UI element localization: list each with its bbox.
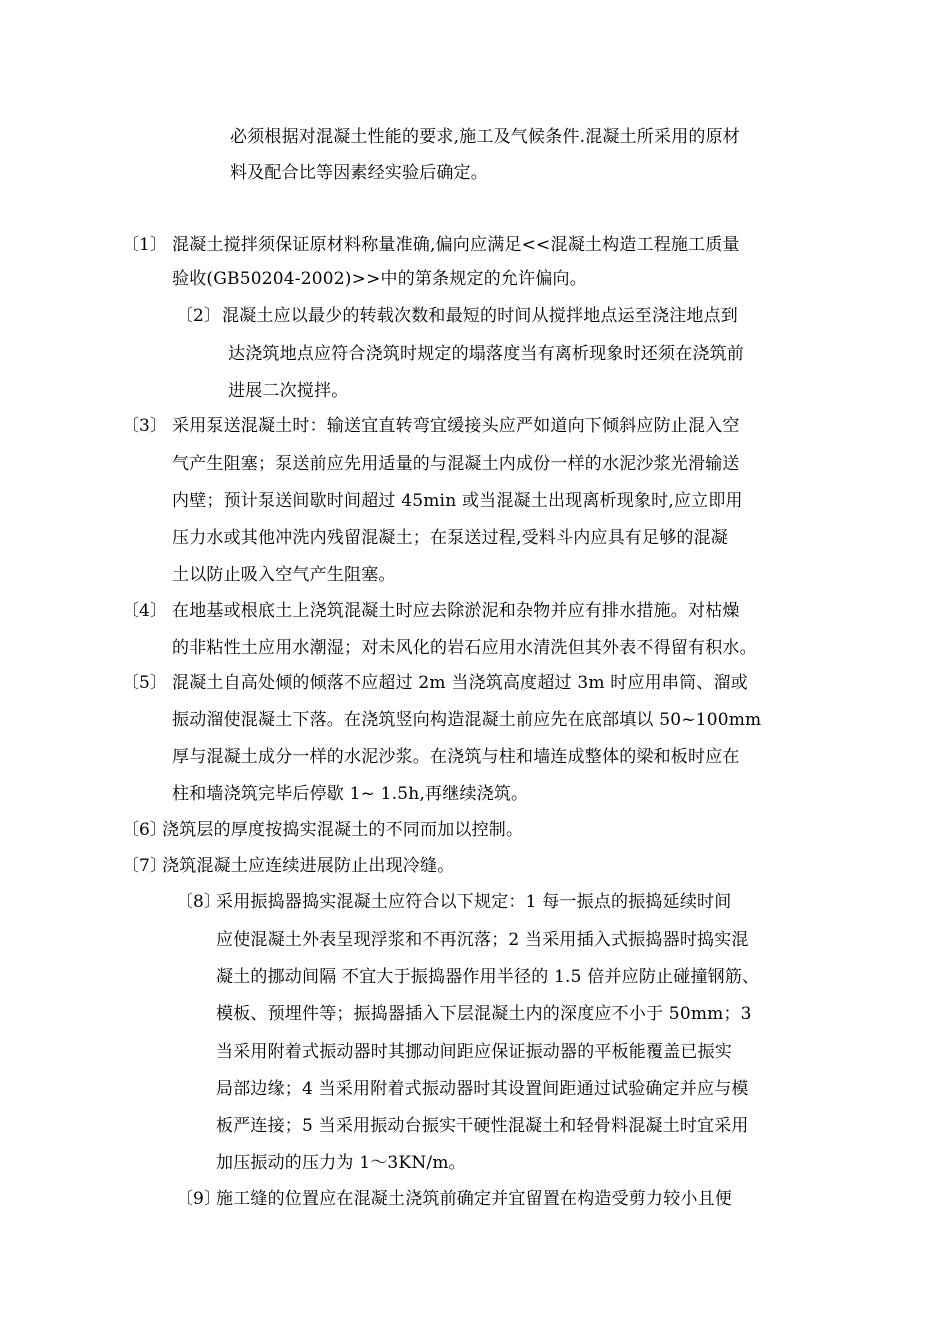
intro-line-1: 必须根据对混凝土性能的要求,施工及气候条件.混凝土所采用的原材 xyxy=(230,127,741,147)
item-5-line-1: 混凝土自高处倾的倾落不应超过 2m 当浇筑高度超过 3m 时应用串筒、溜或 xyxy=(172,673,748,693)
item-5-line-3: 厚与混凝土成分一样的水泥沙浆。在浇筑与柱和墙连成整体的梁和板时应在 xyxy=(172,747,740,767)
item-3-line-2: 气产生阻塞；泵送前应先用适量的与混凝土内成份一样的水泥沙浆光滑输送 xyxy=(172,454,740,474)
item-3-line-3: 内壁；预计泵送间歇时间超过 45min 或当混凝土出现离析现象时,应立即用 xyxy=(172,491,743,511)
item-3-line-4: 压力水或其他冲洗内残留混凝土；在泵送过程,受料斗内应具有足够的混凝 xyxy=(172,528,729,548)
item-9-line-1: 施工缝的位置应在混凝土浇筑前确定并宜留置在构造受剪力较小且便 xyxy=(216,1189,732,1209)
item-8-marker: 〔8〕 xyxy=(176,892,221,912)
item-8-line-4: 模板、预埋件等；振捣器插入下层混凝土内的深度应不小于 50mm；3 xyxy=(216,1004,752,1024)
item-8-line-6: 局部边缘；4 当采用附着式振动器时其设置间距通过试验确定并应与模 xyxy=(216,1079,749,1099)
item-7-marker: 〔7〕 xyxy=(122,856,167,876)
item-3-marker: 〔3〕 xyxy=(122,416,167,436)
intro-line-2: 料及配合比等因素经实验后确定。 xyxy=(230,163,488,183)
item-6-marker: 〔6〕 xyxy=(122,820,167,840)
item-8-line-7: 板严连接；5 当采用振动台振实干硬性混凝土和轻骨料混凝土时宜采用 xyxy=(216,1116,749,1136)
item-9-marker: 〔9〕 xyxy=(176,1189,221,1209)
item-2-line-2: 达浇筑地点应符合浇筑时规定的塌落度当有离析现象时还须在浇筑前 xyxy=(228,344,744,364)
item-2-line-3: 进展二次搅拌。 xyxy=(228,381,349,401)
item-1-line-2: 验收(GB50204-2002)>>中的第条规定的允许偏向。 xyxy=(172,269,587,289)
item-5-marker: 〔5〕 xyxy=(122,673,167,693)
item-6-line-1: 浇筑层的厚度按捣实混凝土的不同而加以控制。 xyxy=(162,820,524,840)
item-8-line-5: 当采用附着式振动器时其挪动间距应保证振动器的平板能覆盖已振实 xyxy=(216,1042,732,1062)
item-2-line-1: 混凝土应以最少的转载次数和最短的时间从搅拌地点运至浇注地点到 xyxy=(222,306,738,326)
item-4-marker: 〔4〕 xyxy=(122,601,167,621)
item-3-line-5: 土以防止吸入空气产生阻塞。 xyxy=(172,565,396,585)
item-5-line-2: 振动溜使混凝土下落。在浇筑竖向构造混凝土前应先在底部填以 50~100mm xyxy=(172,710,762,730)
item-7-line-1: 浇筑混凝土应连续进展防止出现冷缝。 xyxy=(162,856,455,876)
item-2-marker: 〔2〕 xyxy=(176,306,221,326)
item-1-marker: 〔1〕 xyxy=(122,235,167,255)
item-4-line-1: 在地基或根底土上浇筑混凝土时应去除淤泥和杂物并应有排水措施。对枯燥 xyxy=(172,601,740,621)
item-8-line-2: 应使混凝土外表呈现浮浆和不再沉落；2 当采用插入式振捣器时捣实混 xyxy=(216,930,749,950)
item-3-line-1: 采用泵送混凝土时：输送宜直转弯宜缓接头应严如道向下倾斜应防止混入空 xyxy=(172,416,740,436)
item-5-line-4: 柱和墙浇筑完毕后停歇 1~ 1.5h,再继续浇筑。 xyxy=(172,784,529,804)
item-8-line-1: 采用振捣器捣实混凝土应符合以下规定：1 每一振点的振捣延续时间 xyxy=(216,892,732,912)
item-8-line-8: 加压振动的压力为 1～3KN/m。 xyxy=(216,1153,466,1173)
item-8-line-3: 凝土的挪动间隔 不宜大于振捣器作用半径的 1.5 倍并应防止碰撞钢筋、 xyxy=(216,967,760,987)
item-1-line-1: 混凝土搅拌须保证原材料称量准确,偏向应满足<<混凝土构造工程施工质量 xyxy=(172,235,740,255)
item-4-line-2: 的非粘性土应用水潮湿；对未风化的岩石应用水清洗但其外表不得留有积水。 xyxy=(172,638,757,658)
